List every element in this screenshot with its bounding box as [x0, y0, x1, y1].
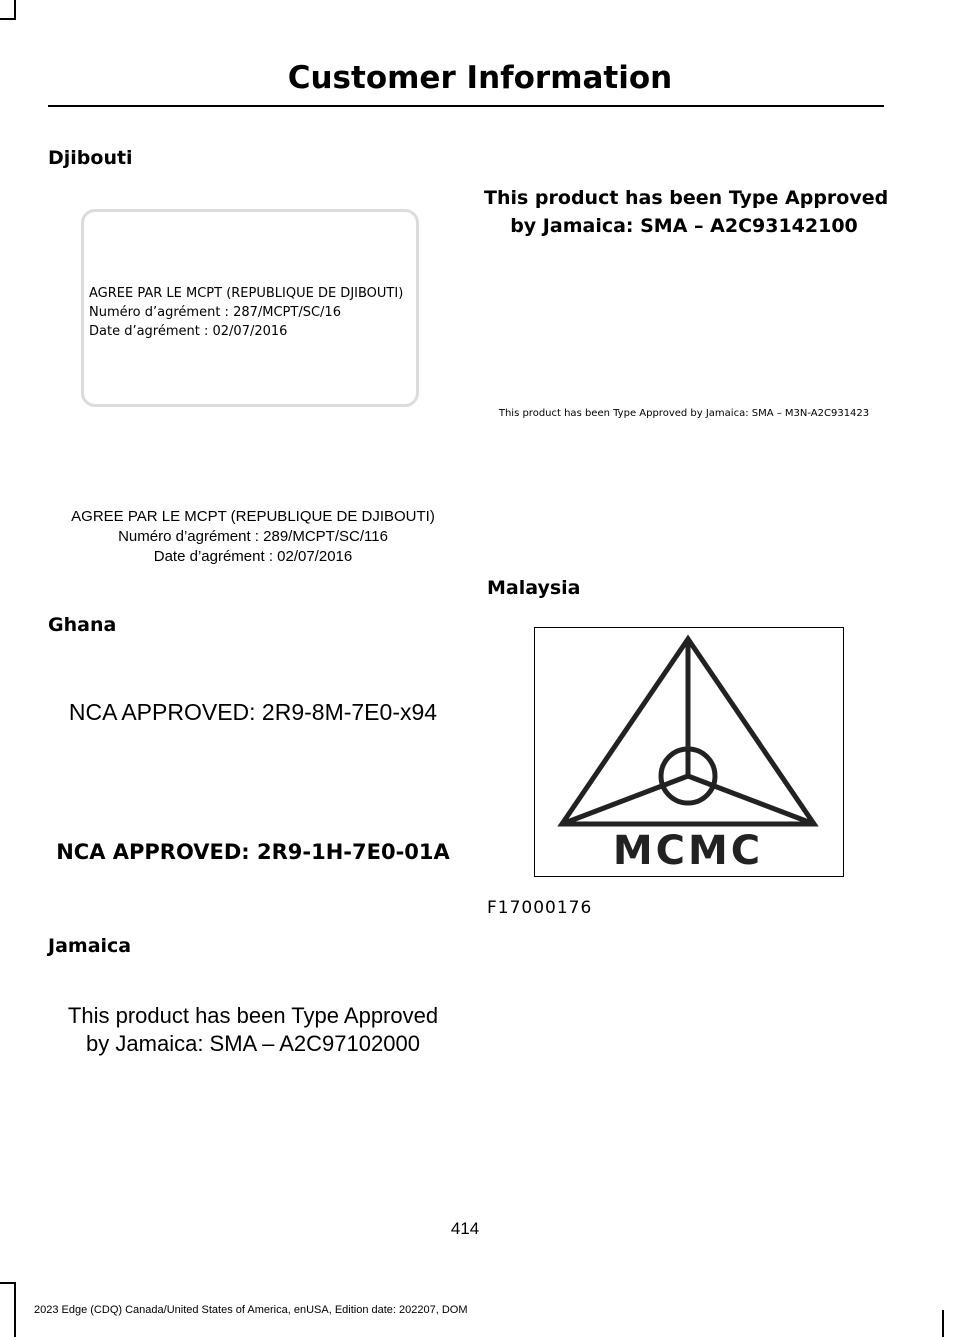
jamaica-label-line: by Jamaica: SMA – A2C93142100 — [510, 215, 858, 237]
crop-mark — [942, 1310, 944, 1337]
jamaica-label-small: This product has been Type Approved by Jamaica: SMA – M3N-A2C931423 — [498, 408, 870, 419]
section-heading-djibouti: Djibouti — [48, 147, 133, 169]
figure-code: F17000176 — [487, 898, 593, 918]
section-heading-jamaica: Jamaica — [48, 935, 132, 957]
mcmc-triangle-logo-icon — [535, 628, 843, 876]
djibouti-label-line: Date d’agrément : 02/07/2016 — [153, 548, 353, 565]
djibouti-box-text — [89, 284, 403, 341]
crop-mark — [0, 1282, 16, 1284]
header-rule — [48, 105, 884, 107]
section-heading-ghana: Ghana — [48, 614, 117, 636]
ghana-label-2: NCA APPROVED: 2R9-1H-7E0-01A — [56, 840, 450, 864]
djibouti-box-line: Numéro d’agrément : 287/MCPT/SC/16 — [89, 305, 341, 320]
section-heading-malaysia: Malaysia — [487, 577, 581, 599]
crop-mark — [14, 1282, 16, 1337]
djibouti-label-line: AGREE PAR LE MCPT (REPUBLIQUE DE DJIBOUTI) — [71, 508, 435, 525]
page-number: 414 — [450, 1219, 480, 1238]
djibouti-label-line: Numéro d’agrément : 289/MCPT/SC/116 — [118, 528, 388, 545]
crop-mark — [0, 18, 16, 20]
jamaica-label-line: by Jamaica: SMA – A2C97102000 — [86, 1031, 420, 1056]
djibouti-box-line: AGREE PAR LE MCPT (REPUBLIQUE DE DJIBOUTI) — [89, 286, 404, 301]
edition-footer: 2023 Edge (CDQ) Canada/United States of America, enUSA, Edition date: 202207, DOM — [34, 1304, 468, 1316]
mcmc-logo — [534, 627, 844, 877]
mcmc-logo-text: MCMC — [612, 828, 764, 874]
djibouti-box-line: Date d’agrément : 02/07/2016 — [89, 324, 288, 339]
jamaica-label-left — [48, 1002, 458, 1058]
jamaica-label-line: This product has been Type Approved — [484, 187, 889, 209]
jamaica-label-right — [484, 184, 889, 240]
ghana-label-1: NCA APPROVED: 2R9-8M-7E0-x94 — [68, 699, 438, 725]
jamaica-label-line: This product has been Type Approved — [67, 1003, 439, 1028]
crop-mark — [14, 0, 16, 20]
djibouti-label — [48, 507, 458, 567]
page-title: Customer Information — [287, 60, 673, 96]
